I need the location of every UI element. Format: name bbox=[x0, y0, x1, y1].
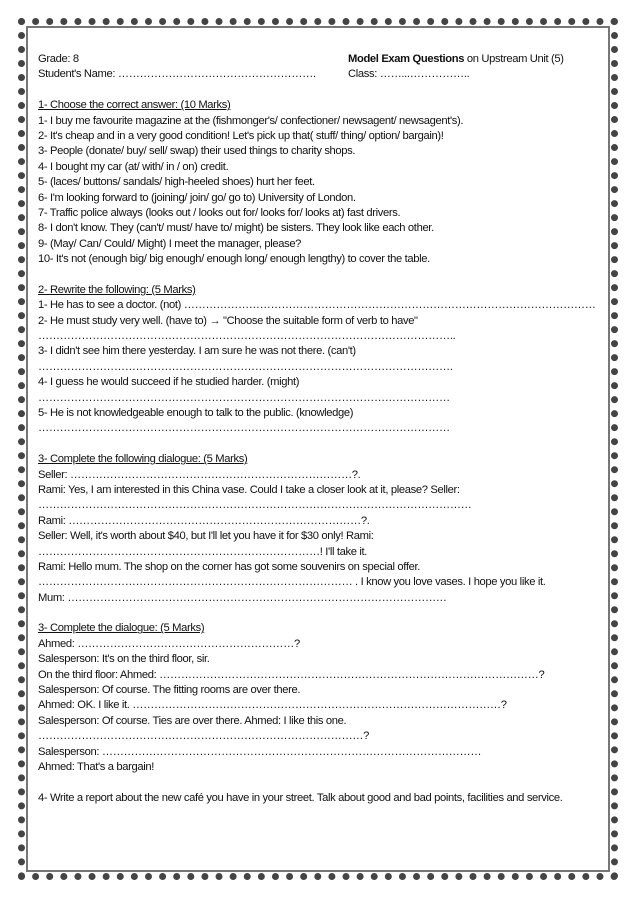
dialogue-line: ………………………………………………………………………………? bbox=[38, 730, 369, 743]
dialogue-line: Rami: Yes, I am interested in this China vase. Could I take a closer look at it, please? Seller: bbox=[38, 483, 460, 496]
question-line: 2- He must study very well. (have to) → "Choose the suitable form of verb to have" bbox=[38, 314, 418, 327]
question-line: 3- People (donate/ buy/ sell/ swap) their used things to charity shops. bbox=[38, 145, 356, 158]
question-line: 5- He is not knowledgeable enough to talk to the public. (knowledge) bbox=[38, 406, 354, 419]
dialogue-line: Ahmed: ……………………………………………………? bbox=[38, 637, 300, 650]
answer-line: …………………………………………………………………………………………………….. bbox=[38, 330, 456, 343]
dialogue-line: Rami: Hello mum. The shop on the corner has got some souvenirs on special offer. bbox=[38, 560, 421, 573]
exam-title bbox=[348, 52, 564, 67]
section-2-title: 2- Rewrite the following: (5 Marks) bbox=[38, 283, 196, 296]
question-line: 8- I don't know. They (can't/ must/ have to/ might) be sisters. They look like each other. bbox=[38, 222, 434, 235]
answer-line: …………………………………………………………………………………………………… bbox=[38, 391, 450, 404]
question-line: 1- I buy me favourite magazine at the (fishmonger's/ confectioner/ newsagent/ newsagent's). bbox=[38, 114, 464, 127]
dialogue-line: Salesperson: It's on the third floor, sir. bbox=[38, 653, 210, 666]
dialogue-line: Seller: ……………………………………………………………………?. bbox=[38, 468, 361, 481]
dialogue-line: Seller: Well, it's worth about $40, but I'll let you have it for $30 only! Rami: bbox=[38, 530, 374, 543]
question-line: 5- (laces/ buttons/ sandals/ high-heeled shoes) hurt her feet. bbox=[38, 176, 315, 189]
dialogue-line: Mum: …………………………………………………………………………………………… bbox=[38, 591, 447, 604]
question-line: 10- It's not (enough big/ big enough/ enough long/ enough lengthy) to cover the table. bbox=[38, 253, 430, 266]
exam-sheet bbox=[38, 52, 598, 806]
section-1-title: 1- Choose the correct answer: (10 Marks) bbox=[38, 99, 231, 112]
section-4-title: 3- Complete the dialogue: (5 Marks) bbox=[38, 622, 205, 635]
grade-label: Grade: 8 bbox=[38, 53, 79, 65]
student-name-field: Student's Name: ………………………………………………. bbox=[38, 68, 316, 81]
dialogue-line: Ahmed: That's a bargain! bbox=[38, 760, 155, 773]
dialogue-line: ……………………………………………………………………! I'll take it. bbox=[38, 545, 368, 558]
dialogue-line: ………………………………………………………………………………………………………… bbox=[38, 499, 472, 512]
dialogue-line: Rami: ………………………………………………………………………?. bbox=[38, 514, 370, 527]
answer-line: …………………………………………………………………………………………………… bbox=[38, 422, 450, 435]
question-line: 4- I guess he would succeed if he studied harder. (might) bbox=[38, 376, 300, 389]
header-row-1 bbox=[38, 52, 598, 67]
dialogue-line: Ahmed: OK. I like it. …………………………………………………………………………………………? bbox=[38, 699, 507, 712]
class-field: Class: ……...…………….. bbox=[348, 68, 470, 81]
exam-title-rest: on Upstream Unit (5) bbox=[464, 53, 564, 65]
dialogue-line: …………………………………………………………………………… . I know you love vases. I hope you like it. bbox=[38, 576, 546, 589]
question-line: 6- I'm looking forward to (joining/ join/ go/ go to) University of London. bbox=[38, 191, 356, 204]
answer-line: ……………………………………………………………………………………………………. bbox=[38, 360, 453, 373]
header-row-2 bbox=[38, 67, 598, 82]
question-line: 3- I didn't see him there yesterday. I am sure he was not there. (can't) bbox=[38, 345, 356, 358]
question-line: 1- He has to see a doctor. (not) …………………………………………………………………………………………………… bbox=[38, 299, 596, 312]
exam-title-bold: Model Exam Questions bbox=[348, 53, 465, 65]
question-line: 9- (May/ Can/ Could/ Might) I meet the manager, please? bbox=[38, 237, 302, 250]
question-line: 2- It's cheap and in a very good condition! Let's pick up that( stuff/ thing/ option/ bargain)! bbox=[38, 129, 444, 142]
section-3-title: 3- Complete the following dialogue: (5 Marks) bbox=[38, 453, 248, 466]
dialogue-line: Salesperson: Of course. The fitting rooms are over there. bbox=[38, 684, 301, 697]
dialogue-line: Salesperson: Of course. Ties are over there. Ahmed: I like this one. bbox=[38, 714, 347, 727]
dialogue-line: Salesperson: …………………………………………………………………………………………… bbox=[38, 745, 482, 758]
question-line: 7- Traffic police always (looks out / looks out for/ looks for/ looks at) fast drivers. bbox=[38, 206, 401, 219]
question-line: 4- I bought my car (at/ with/ in / on) credit. bbox=[38, 160, 229, 173]
dialogue-line: On the third floor: Ahmed: ……………………………………………………………………………………………? bbox=[38, 668, 545, 681]
writing-task: 4- Write a report about the new café you have in your street. Talk about good and bad points, facilities and service. bbox=[38, 791, 563, 804]
